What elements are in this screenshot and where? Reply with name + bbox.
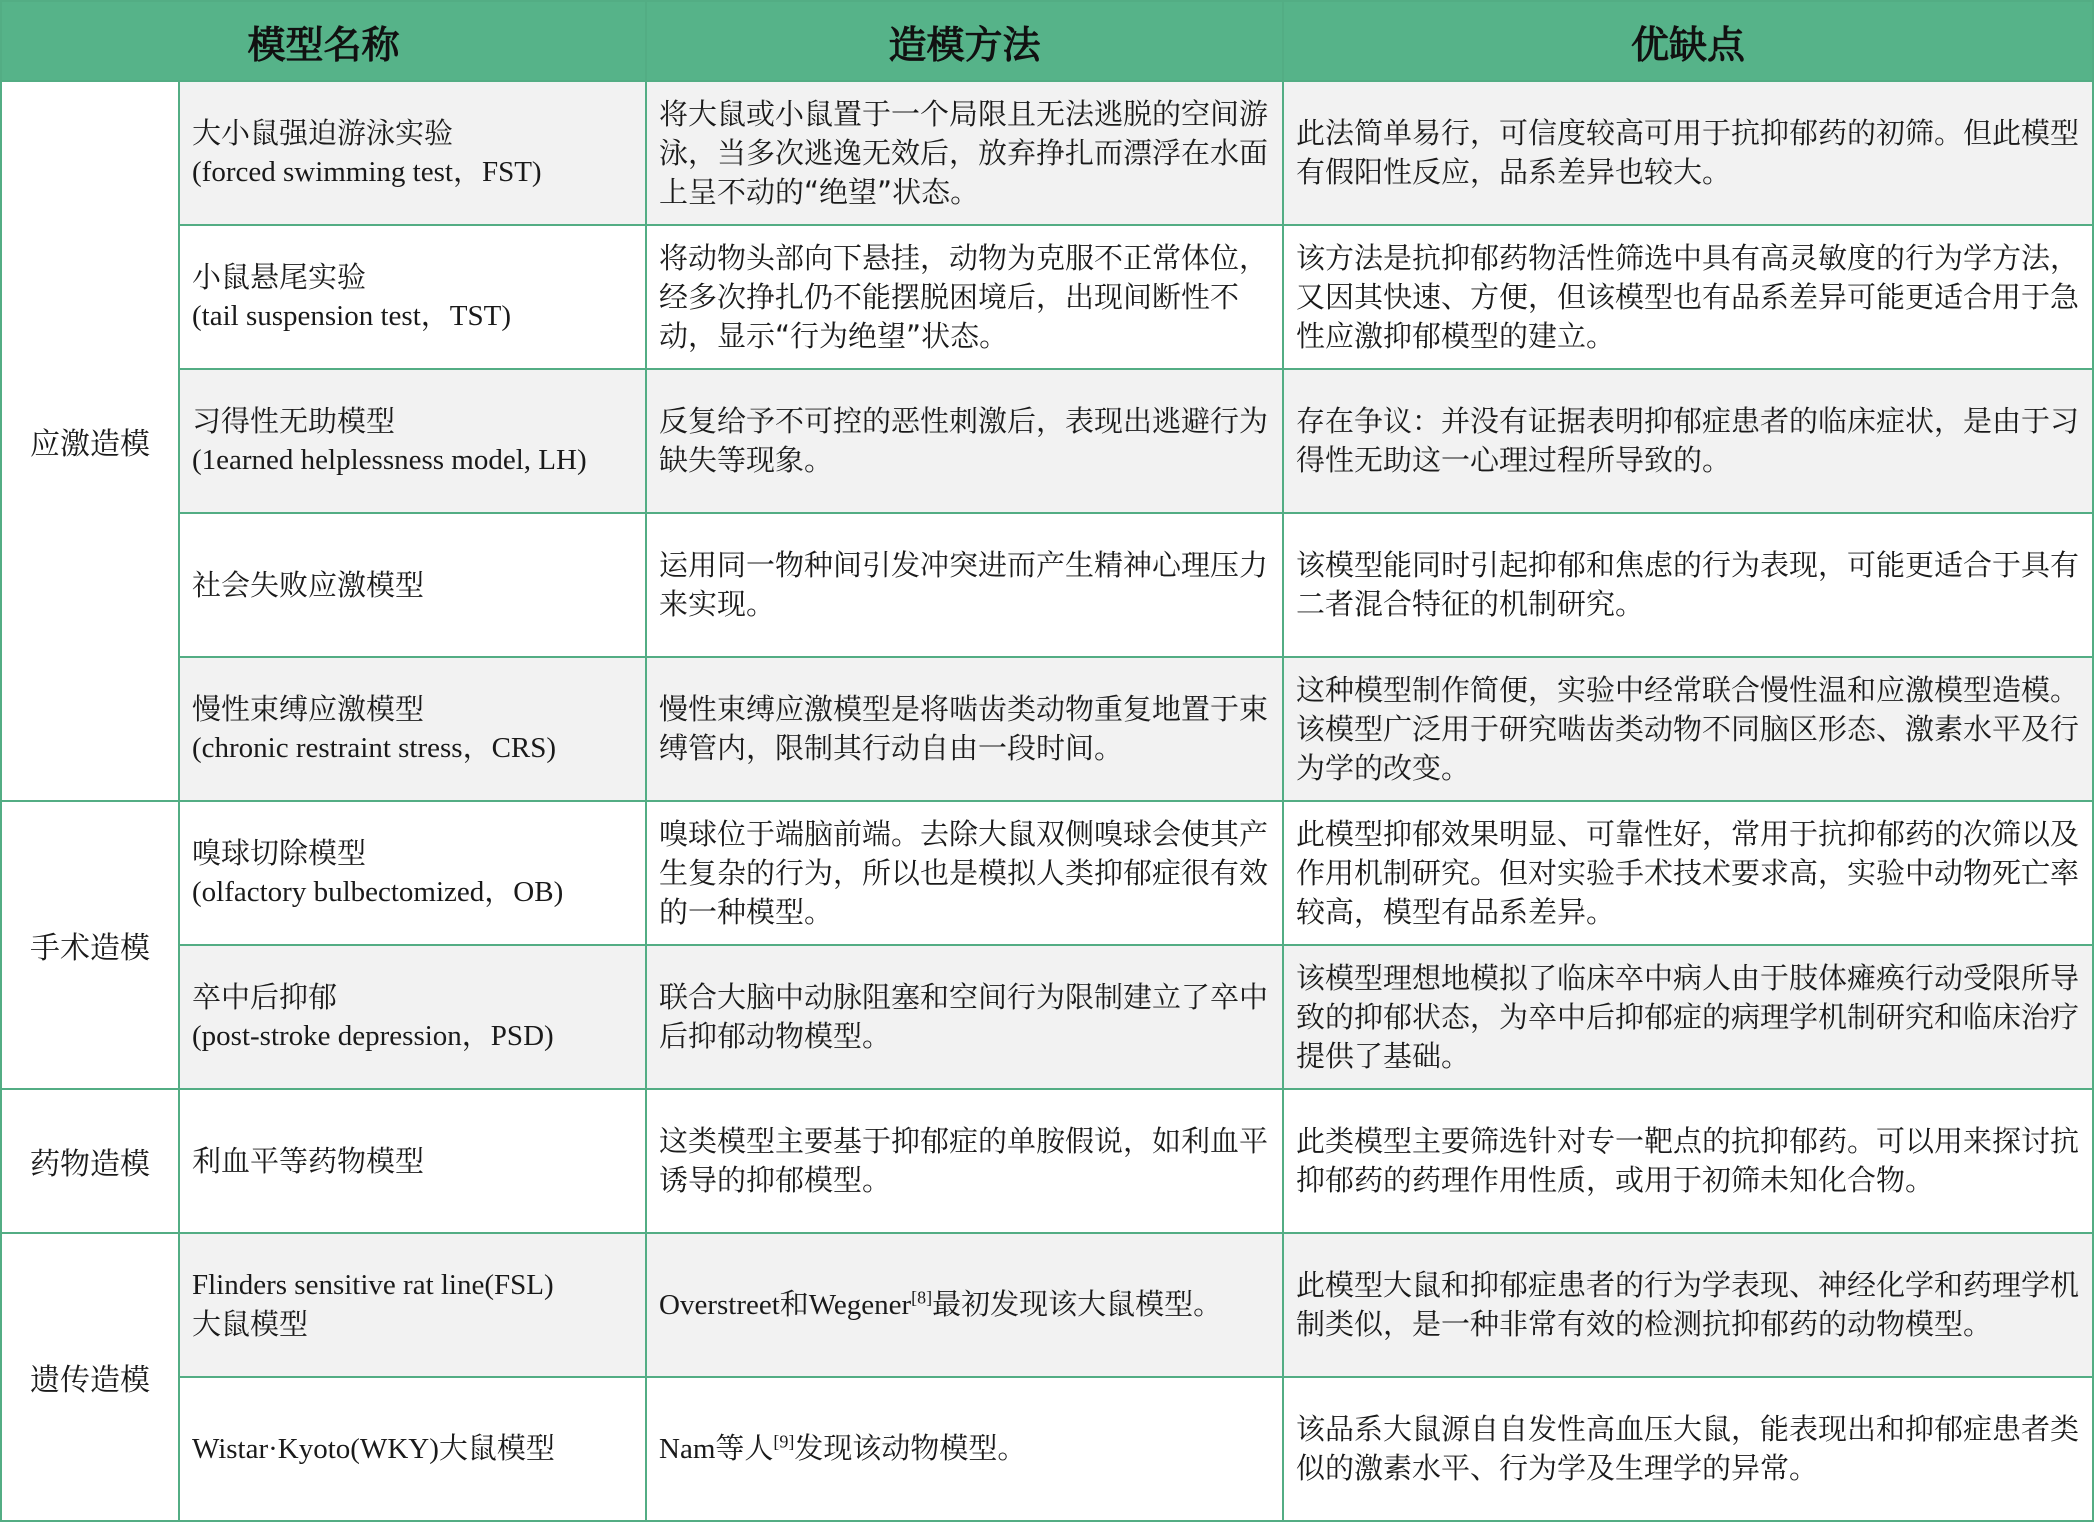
model-name-cell <box>179 801 646 945</box>
model-name-zh: 大鼠模型 <box>192 1307 309 1341</box>
pros-cons-cell: 存在争议：并没有证据表明抑郁症患者的临床症状，是由于习得性无助这一心理过程所导致的。 <box>1283 369 2093 513</box>
method-cell: 运用同一物种间引发冲突进而产生精神心理压力来实现。 <box>646 513 1283 657</box>
category-genetic: 遗传造模 <box>1 1233 179 1521</box>
model-name-en: (tail suspension test，TST) <box>192 300 511 332</box>
model-name-cell <box>179 81 646 225</box>
pros-cons-cell: 此类模型主要筛选针对专一靶点的抗抑郁药。可以用来探讨抗抑郁药的药理作用性质，或用于初筛未知化合物。 <box>1283 1089 2093 1233</box>
model-name-zh: 小鼠悬尾实验 <box>192 260 367 294</box>
table-row <box>1 81 2093 225</box>
table-row <box>1 513 2093 657</box>
model-name-en: Wistar·Kyoto(WKY) <box>192 1433 439 1465</box>
model-name-en: Flinders sensitive rat line(FSL) <box>192 1269 554 1301</box>
table-row <box>1 801 2093 945</box>
model-name-cell <box>179 945 646 1089</box>
pros-cons-cell: 该模型能同时引起抑郁和焦虑的行为表现，可能更适合于具有二者混合特征的机制研究。 <box>1283 513 2093 657</box>
pros-cons-cell: 此模型抑郁效果明显、可靠性好，常用于抗抑郁药的次筛以及作用机制研究。但对实验手术技术要求高，实验中动物死亡率较高，模型有品系差异。 <box>1283 801 2093 945</box>
model-name-zh: 大小鼠强迫游泳实验 <box>192 116 454 150</box>
category-stress: 应激造模 <box>1 81 179 801</box>
model-name-en: (post-stroke depression，PSD) <box>192 1020 554 1052</box>
pros-cons-cell: 此法简单易行，可信度较高可用于抗抑郁药的初筛。但此模型有假阳性反应，品系差异也较大。 <box>1283 81 2093 225</box>
method-text: Overstreet和Wegener <box>659 1289 912 1321</box>
model-name-cell <box>179 1377 646 1521</box>
table-row <box>1 1089 2093 1233</box>
model-name-zh: 嗅球切除模型 <box>192 836 367 870</box>
table-row <box>1 1233 2093 1377</box>
model-name-zh: 社会失败应激模型 <box>192 567 425 602</box>
model-name-cell <box>179 513 646 657</box>
pros-cons-cell: 该方法是抗抑郁药物活性筛选中具有高灵敏度的行为学方法，又因其快速、方便，但该模型也有品系差异可能更适合用于急性应激抑郁模型的建立。 <box>1283 225 2093 369</box>
reference-marker: [9] <box>773 1431 795 1452</box>
method-cell: 联合大脑中动脉阻塞和空间行为限制建立了卒中后抑郁动物模型。 <box>646 945 1283 1089</box>
header-method: 造模方法 <box>646 1 1283 81</box>
model-name-zh: 卒中后抑郁 <box>192 980 338 1014</box>
category-drug: 药物造模 <box>1 1089 179 1233</box>
method-cell: 这类模型主要基于抑郁症的单胺假说，如利血平诱导的抑郁模型。 <box>646 1089 1283 1233</box>
pros-cons-cell: 该品系大鼠源自自发性高血压大鼠，能表现出和抑郁症患者类似的激素水平、行为学及生理学的异常。 <box>1283 1377 2093 1521</box>
model-name-zh: 习得性无助模型 <box>192 404 396 438</box>
model-name-zh: 慢性束缚应激模型 <box>192 692 425 726</box>
model-name-cell <box>179 657 646 801</box>
table-row <box>1 945 2093 1089</box>
pros-cons-cell: 此模型大鼠和抑郁症患者的行为学表现、神经化学和药理学机制类似，是一种非常有效的检测抗抑郁药的动物模型。 <box>1283 1233 2093 1377</box>
method-cell: 反复给予不可控的恶性刺激后，表现出逃避行为缺失等现象。 <box>646 369 1283 513</box>
reference-marker: [8] <box>911 1287 933 1308</box>
method-text: 最初发现该大鼠模型。 <box>932 1287 1223 1321</box>
model-name-cell <box>179 1233 646 1377</box>
method-text: 发现该动物模型。 <box>794 1431 1027 1465</box>
header-model-name: 模型名称 <box>1 1 646 81</box>
method-cell: 将动物头部向下悬挂，动物为克服不正常体位，经多次挣扎仍不能摆脱困境后，出现间断性不动，显示“行为绝望”状态。 <box>646 225 1283 369</box>
header-row <box>1 1 2093 81</box>
header-pros-cons: 优缺点 <box>1283 1 2093 81</box>
table-row <box>1 657 2093 801</box>
model-name-en: (chronic restraint stress，CRS) <box>192 732 557 764</box>
method-cell: 将大鼠或小鼠置于一个局限且无法逃脱的空间游泳，当多次逃逸无效后，放弃挣扎而漂浮在水面上呈不动的“绝望”状态。 <box>646 81 1283 225</box>
method-cell: 嗅球位于端脑前端。去除大鼠双侧嗅球会使其产生复杂的行为，所以也是模拟人类抑郁症很有效的一种模型。 <box>646 801 1283 945</box>
model-name-zh: 利血平等药物模型 <box>192 1143 425 1178</box>
method-cell <box>646 1233 1283 1377</box>
pros-cons-cell: 该模型理想地模拟了临床卒中病人由于肢体瘫痪行动受限所导致的抑郁状态，为卒中后抑郁症的病理学机制研究和临床治疗提供了基础。 <box>1283 945 2093 1089</box>
model-name-cell <box>179 369 646 513</box>
pros-cons-cell: 这种模型制作简便，实验中经常联合慢性温和应激模型造模。该模型广泛用于研究啮齿类动物不同脑区形态、激素水平及行为学的改变。 <box>1283 657 2093 801</box>
category-surgery: 手术造模 <box>1 801 179 1089</box>
table-row <box>1 1377 2093 1521</box>
method-cell: 慢性束缚应激模型是将啮齿类动物重复地置于束缚管内，限制其行动自由一段时间。 <box>646 657 1283 801</box>
table-row <box>1 369 2093 513</box>
table-row <box>1 225 2093 369</box>
method-text: Nam等人 <box>659 1433 774 1465</box>
model-name-cell <box>179 1089 646 1233</box>
model-name-en: (olfactory bulbectomized，OB) <box>192 876 564 908</box>
method-cell <box>646 1377 1283 1521</box>
model-name-cell <box>179 225 646 369</box>
model-name-en: (1earned helplessness model, LH) <box>192 444 587 476</box>
model-name-en: (forced swimming test，FST) <box>192 156 542 188</box>
model-name-zh: 大鼠模型 <box>438 1431 555 1465</box>
